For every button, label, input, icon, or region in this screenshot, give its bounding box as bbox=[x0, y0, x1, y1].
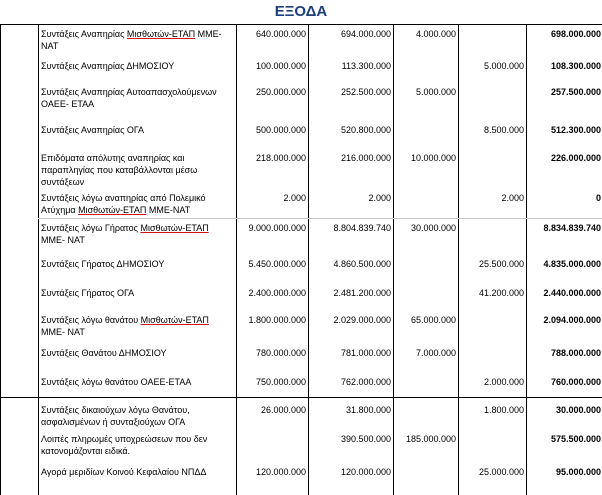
underlined-term: Μισθωτών-ΕΤΑΠ bbox=[140, 315, 209, 325]
row-description bbox=[41, 192, 233, 216]
revised-value: 216.000.000 bbox=[340, 153, 391, 163]
budget-value: 250.000.000 bbox=[255, 87, 306, 97]
description-text: Συντάξεις Γήρατος ΔΗΜΟΣΙΟΥ bbox=[41, 259, 165, 269]
decrease-value: 41.200.000 bbox=[478, 288, 524, 298]
total-value: 2.440.000.000 bbox=[543, 288, 601, 298]
budget-value: 2.400.000.000 bbox=[248, 288, 306, 298]
underlined-term: Μισθωτών-ΕΤΑΠ bbox=[78, 205, 147, 215]
description-text: Αγορά μεριδίων Κοινού Κεφαλαίου ΝΠΔΔ bbox=[41, 467, 207, 477]
description-text: Συντάξεις Αναπηρίας Αυτοαπασχολούμενων ΟΑΕΕ- ΕΤΑΑ bbox=[41, 87, 217, 109]
revised-value: 762.000.000 bbox=[340, 377, 391, 387]
budget-value: 640.000.000 bbox=[255, 29, 306, 39]
row-description bbox=[41, 314, 233, 338]
total-value: 760.000.000 bbox=[550, 377, 601, 387]
description-text: Συντάξεις λόγω θανάτου bbox=[41, 315, 141, 325]
decrease-value: 8.500.000 bbox=[483, 125, 524, 135]
decrease-value: 25.000.000 bbox=[478, 467, 524, 477]
revised-value: 120.000.000 bbox=[340, 467, 391, 477]
description-text: Συντάξεις λόγω θανάτου ΟΑΕΕ-ΕΤΑΑ bbox=[41, 377, 192, 387]
description-text: Συντάξεις Αναπηρίας ΟΓΑ bbox=[41, 125, 145, 135]
revised-value: 2.029.000.000 bbox=[333, 315, 391, 325]
description-text: Συντάξεις λόγω αναπηρίας από Πολεμικό Ατύχημα bbox=[41, 193, 206, 215]
description-text: Συντάξεις Αναπηρίας bbox=[41, 29, 127, 39]
budget-value: 780.000.000 bbox=[255, 348, 306, 358]
increase-value: 30.000.000 bbox=[410, 223, 456, 233]
description-text: Λοιπές πληρωμές υποχρεώσεων που δεν κατονομάζονται ειδικά. bbox=[41, 434, 208, 456]
total-value: 226.000.000 bbox=[550, 153, 601, 163]
budget-value: 500.000.000 bbox=[255, 125, 306, 135]
total-value: 257.500.000 bbox=[550, 87, 601, 97]
total-value: 512.300.000 bbox=[550, 125, 601, 135]
underlined-term: Μισθωτών-ΕΤΑΠ bbox=[140, 223, 209, 233]
decrease-value: 25.500.000 bbox=[478, 259, 524, 269]
row-description bbox=[41, 347, 233, 359]
row-description bbox=[41, 376, 233, 388]
row-description bbox=[41, 258, 233, 270]
total-value: 30.000.000 bbox=[555, 405, 601, 415]
revised-value: 520.800.000 bbox=[340, 125, 391, 135]
row-description bbox=[41, 28, 233, 52]
increase-value: 185.000.000 bbox=[405, 434, 456, 444]
revised-value: 252.500.000 bbox=[340, 87, 391, 97]
row-description bbox=[41, 60, 233, 72]
total-value: 0 bbox=[595, 193, 601, 203]
total-value: 8.834.839.740 bbox=[543, 223, 601, 233]
budget-value: 100.000.000 bbox=[255, 61, 306, 71]
increase-value: 4.000.000 bbox=[415, 29, 456, 39]
description-suffix: ΜΜΕ-ΝΑΤ bbox=[146, 205, 191, 215]
decrease-value: 2.000 bbox=[501, 193, 524, 203]
revised-value: 2.000 bbox=[368, 193, 391, 203]
total-value: 95.000.000 bbox=[555, 467, 601, 477]
total-value: 108.300.000 bbox=[550, 61, 601, 71]
revised-value: 694.000.000 bbox=[340, 29, 391, 39]
budget-value: 750.000.000 bbox=[255, 377, 306, 387]
decrease-value: 1.800.000 bbox=[483, 405, 524, 415]
revised-value: 31.800.000 bbox=[345, 405, 391, 415]
budget-value: 120.000.000 bbox=[255, 467, 306, 477]
revised-value: 781.000.000 bbox=[340, 348, 391, 358]
row-description bbox=[41, 433, 233, 457]
description-suffix: ΜΜΕ- ΝΑΤ bbox=[41, 235, 85, 245]
description-text: Συντάξεις δικαιούχων λόγω Θανάτου, ασφαλισμένων ή συνταξιούχων ΟΓΑ bbox=[41, 405, 190, 427]
description-text: Επιδόματα απόλυτης αναπηρίας και παραπληγίας που καταβάλλονται μέσω συντάξεων bbox=[41, 153, 198, 187]
increase-value: 7.000.000 bbox=[415, 348, 456, 358]
revised-value: 2.481.200.000 bbox=[333, 288, 391, 298]
row-description bbox=[41, 124, 233, 136]
increase-value: 5.000.000 bbox=[415, 87, 456, 97]
row-description bbox=[41, 404, 233, 428]
total-value: 575.500.000 bbox=[550, 434, 601, 444]
budget-value: 5.450.000.000 bbox=[248, 259, 306, 269]
row-description bbox=[41, 86, 233, 110]
budget-value: 26.000.000 bbox=[260, 405, 306, 415]
description-suffix: ΜΜΕ- ΝΑΤ bbox=[41, 29, 222, 51]
description-suffix: ΜΜΕ- ΝΑΤ bbox=[41, 327, 85, 337]
total-value: 788.000.000 bbox=[550, 348, 601, 358]
total-value: 698.000.000 bbox=[550, 29, 601, 39]
description-text: Συντάξεις Γήρατος ΟΓΑ bbox=[41, 288, 135, 298]
total-value: 4.835.000.000 bbox=[543, 259, 601, 269]
revised-value: 4.860.500.000 bbox=[333, 259, 391, 269]
budget-value: 1.800.000.000 bbox=[248, 315, 306, 325]
revised-value: 113.300.000 bbox=[341, 61, 391, 71]
description-text: Συντάξεις λόγω Γήρατος bbox=[41, 223, 141, 233]
row-description bbox=[41, 152, 233, 188]
underlined-term: Μισθωτών-ΕΤΑΠ bbox=[126, 29, 196, 39]
description-text: Συντάξεις Αναπηρίας ΔΗΜΟΣΙΟΥ bbox=[41, 61, 175, 71]
row-description bbox=[41, 287, 233, 299]
decrease-value: 2.000.000 bbox=[483, 377, 524, 387]
revised-value: 8.804.839.740 bbox=[333, 223, 391, 233]
budget-value: 2.000 bbox=[283, 193, 306, 203]
budget-value: 218.000.000 bbox=[255, 153, 306, 163]
total-value: 2.094.000.000 bbox=[543, 315, 601, 325]
revised-value: 390.500.000 bbox=[340, 434, 391, 444]
page-title: ΕΞΟΔΑ bbox=[274, 3, 328, 20]
increase-value: 10.000.000 bbox=[410, 153, 456, 163]
row-description bbox=[41, 222, 233, 246]
decrease-value: 5.000.000 bbox=[483, 61, 524, 71]
row-description bbox=[41, 466, 233, 478]
budget-value: 9.000.000.000 bbox=[248, 223, 306, 233]
description-text: Συντάξεις Θανάτου ΔΗΜΟΣΙΟΥ bbox=[41, 348, 167, 358]
increase-value: 65.000.000 bbox=[410, 315, 456, 325]
